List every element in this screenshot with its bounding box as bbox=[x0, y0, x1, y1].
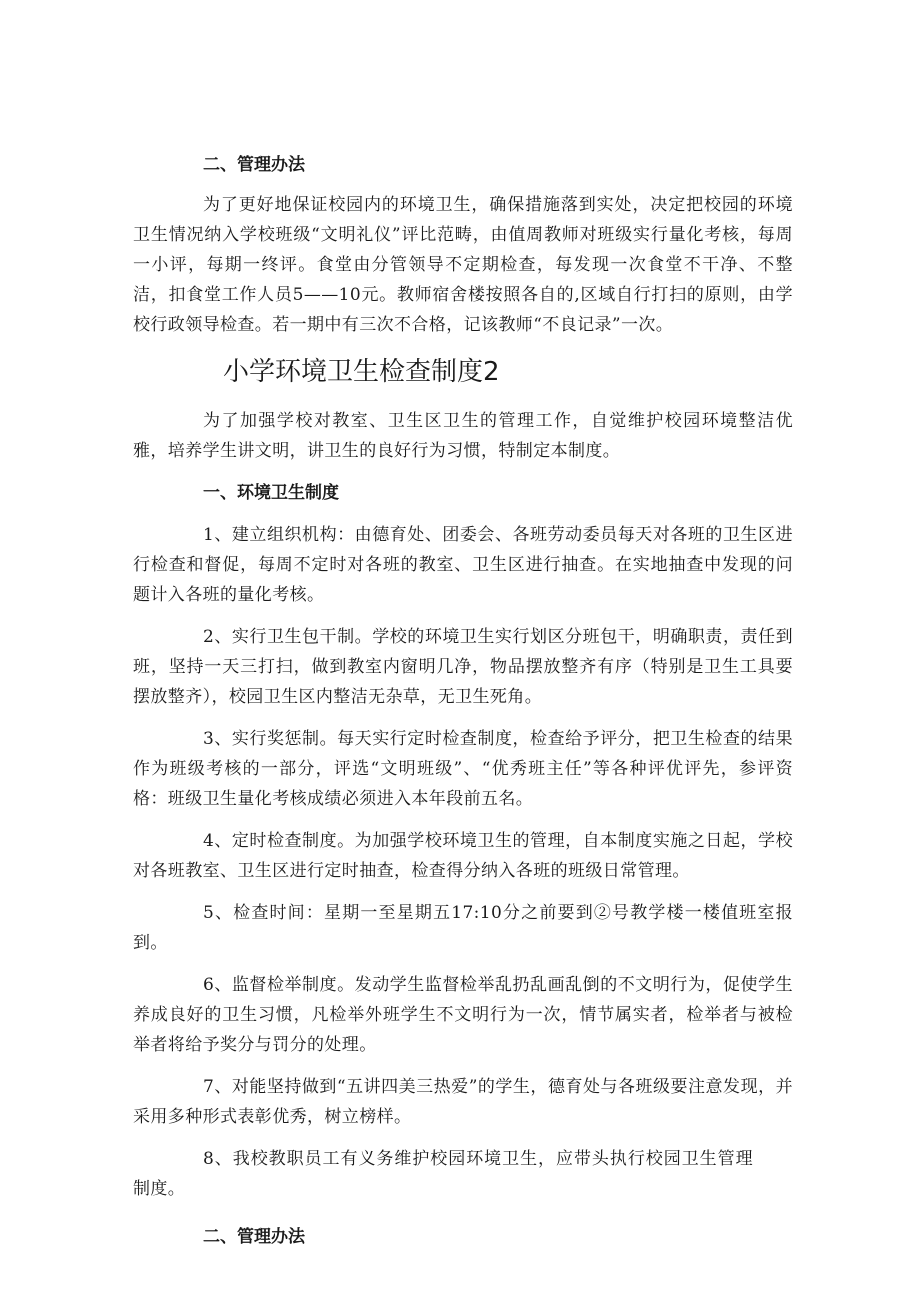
list-item: 3、实行奖惩制。每天实行定时检查制度，检查给予评分，把卫生检查的结果作为班级考核的一部分，评选“文明班级”、“优秀班主任”等各种评优评先，参评资格：班级卫生量化考核成绩必须进入本年段前五名。 bbox=[133, 729, 793, 809]
document-title: 小学环境卫生检查制度2 bbox=[223, 357, 500, 387]
management-paragraph: 为了更好地保证校园内的环境卫生，确保措施落到实处，决定把校园的环境卫生情况纳入学校班级“文明礼仪”评比范畴，由值周教师对班级实行量化考核，每周一小评，每期一终评。食堂由分管领导不定期检查，每发现一次食堂不干净、不整洁，扣食堂工作人员5——10元。教师宿舍楼按照各自的,区域自行打扫的原则，由学校行政领导检查。若一期中有三次不合格，记该教师“不良记录”一次。 bbox=[133, 195, 793, 335]
list-item: 7、对能坚持做到“五讲四美三热爱”的学生，德育处与各班级要注意发现，并采用多种形式表彰优秀，树立榜样。 bbox=[133, 1077, 793, 1127]
intro-paragraph: 为了加强学校对教室、卫生区卫生的管理工作，自觉维护校园环境整洁优雅，培养学生讲文明，讲卫生的良好行为习惯，特制定本制度。 bbox=[133, 411, 793, 461]
section-heading-management-bottom: 二、管理办法 bbox=[203, 1227, 305, 1247]
list-item: 6、监督检举制度。发动学生监督检举乱扔乱画乱倒的不文明行为，促使学生养成良好的卫生习惯，凡检举外班学生不文明行为一次，情节属实者，检举者与被检举者将给予奖分与罚分的处理。 bbox=[133, 975, 793, 1055]
section-heading-environment: 一、环境卫生制度 bbox=[203, 483, 339, 503]
list-item: 1、建立组织机构：由德育处、团委会、各班劳动委员每天对各班的卫生区进行检查和督促，每周不定时对各班的教室、卫生区进行抽查。在实地抽查中发现的问题计入各班的量化考核。 bbox=[133, 525, 793, 605]
document-page bbox=[133, 150, 793, 1252]
list-item: 8、我校教职员工有义务维护校园环境卫生，应带头执行校园卫生管理制度。 bbox=[133, 1149, 753, 1199]
list-item: 5、检查时间：星期一至星期五17:10分之前要到②号教学楼一楼值班室报到。 bbox=[133, 903, 793, 953]
list-item: 4、定时检查制度。为加强学校环境卫生的管理，自本制度实施之日起，学校对各班教室、卫生区进行定时抽查，检查得分纳入各班的班级日常管理。 bbox=[133, 831, 793, 881]
section-heading-management-top: 二、管理办法 bbox=[203, 155, 305, 175]
list-item: 2、实行卫生包干制。学校的环境卫生实行划区分班包干，明确职责，责任到班，坚持一天三打扫，做到教室内窗明几净，物品摆放整齐有序（特别是卫生工具要摆放整齐），校园卫生区内整洁无杂草，无卫生死角。 bbox=[133, 627, 793, 707]
